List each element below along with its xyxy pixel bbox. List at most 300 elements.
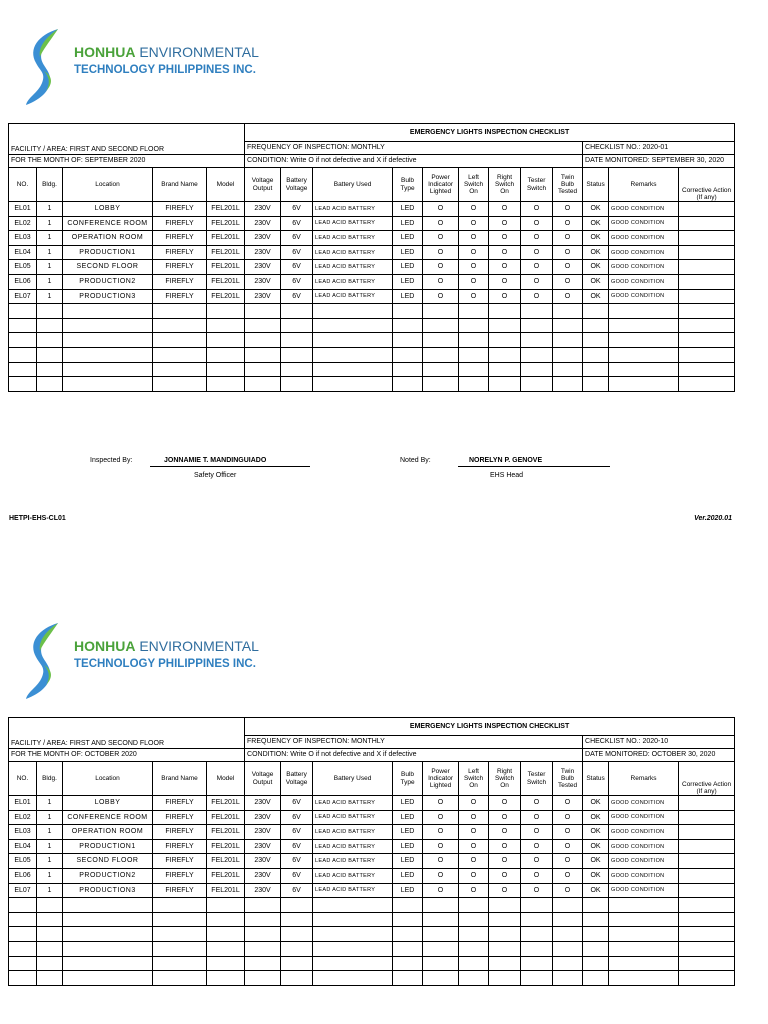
cell-bulb: LED [393, 216, 423, 231]
table-row [9, 245, 735, 260]
cell-status: OK [583, 883, 609, 898]
cell-twin [553, 333, 583, 348]
cell-battery-used [313, 941, 393, 956]
cell-location [63, 304, 153, 319]
cell-battery-voltage: 6V [281, 883, 313, 898]
cell-power [423, 333, 459, 348]
cell-battery-voltage [281, 898, 313, 913]
noted-name: NORELYN P. GENOVE [469, 457, 543, 464]
empty-row [9, 927, 735, 942]
cell-status: OK [583, 868, 609, 883]
cell-model [207, 956, 245, 971]
cell-tester: O [521, 796, 553, 811]
frequency: FREQUENCY OF INSPECTION: MONTHLY [245, 142, 583, 155]
cell-brand: FIREFLY [153, 245, 207, 260]
cell-model: FEL201L [207, 260, 245, 275]
cell-corrective [679, 260, 735, 275]
month: FOR THE MONTH OF: OCTOBER 2020 [9, 749, 245, 762]
cell-bldg [37, 318, 63, 333]
cell-remarks: GOOD CONDITION [609, 839, 679, 854]
cell-tester: O [521, 289, 553, 304]
cell-battery-voltage [281, 912, 313, 927]
cell-location: LOBBY [63, 202, 153, 217]
col-battery-used: Battery Used [313, 168, 393, 202]
cell-right [489, 927, 521, 942]
cell-status [583, 347, 609, 362]
cell-no [9, 347, 37, 362]
col-battery-voltage: Battery Voltage [281, 762, 313, 796]
col-right: Right Switch On [489, 762, 521, 796]
cell-model [207, 927, 245, 942]
table-row [9, 274, 735, 289]
col-tester: Tester Switch [521, 762, 553, 796]
cell-right [489, 971, 521, 986]
cell-bulb: LED [393, 883, 423, 898]
cell-voltage [245, 333, 281, 348]
cell-battery-used [313, 362, 393, 377]
cell-right: O [489, 289, 521, 304]
cell-power: O [423, 796, 459, 811]
empty-row [9, 318, 735, 333]
cell-left: O [459, 216, 489, 231]
cell-corrective [679, 333, 735, 348]
cell-status [583, 377, 609, 392]
cell-left [459, 971, 489, 986]
form-title: EMERGENCY LIGHTS INSPECTION CHECKLIST [245, 718, 735, 736]
cell-voltage [245, 971, 281, 986]
cell-bldg [37, 912, 63, 927]
cell-right [489, 912, 521, 927]
col-no: NO. [9, 762, 37, 796]
cell-power: O [423, 245, 459, 260]
cell-no [9, 318, 37, 333]
cell-bldg: 1 [37, 854, 63, 869]
cell-bldg [37, 898, 63, 913]
cell-tester [521, 912, 553, 927]
cell-model: FEL201L [207, 216, 245, 231]
cell-tester [521, 333, 553, 348]
cell-location: LOBBY [63, 796, 153, 811]
cell-bulb [393, 333, 423, 348]
date-monitored: DATE MONITORED: OCTOBER 30, 2020 [583, 749, 735, 762]
cell-model [207, 304, 245, 319]
cell-voltage [245, 912, 281, 927]
cell-model: FEL201L [207, 202, 245, 217]
cell-tester [521, 362, 553, 377]
cell-battery-used [313, 927, 393, 942]
cell-left: O [459, 202, 489, 217]
cell-battery-voltage: 6V [281, 202, 313, 217]
cell-battery-voltage: 6V [281, 854, 313, 869]
cell-battery-voltage: 6V [281, 260, 313, 275]
cell-remarks: GOOD CONDITION [609, 868, 679, 883]
cell-battery-voltage [281, 971, 313, 986]
cell-bulb [393, 927, 423, 942]
cell-power [423, 898, 459, 913]
cell-voltage [245, 347, 281, 362]
col-twin: Twin Bulb Tested [553, 168, 583, 202]
cell-location: SECOND FLOOR [63, 260, 153, 275]
cell-model [207, 347, 245, 362]
cell-corrective [679, 825, 735, 840]
cell-bldg [37, 333, 63, 348]
cell-tester: O [521, 231, 553, 246]
cell-twin [553, 318, 583, 333]
cell-left: O [459, 231, 489, 246]
cell-no: EL06 [9, 868, 37, 883]
cell-bulb: LED [393, 274, 423, 289]
cell-left: O [459, 796, 489, 811]
cell-brand [153, 362, 207, 377]
cell-brand: FIREFLY [153, 260, 207, 275]
company-logo [24, 27, 284, 107]
cell-brand [153, 941, 207, 956]
cell-voltage [245, 941, 281, 956]
cell-location: SECOND FLOOR [63, 854, 153, 869]
cell-left: O [459, 883, 489, 898]
cell-tester [521, 318, 553, 333]
cell-brand [153, 377, 207, 392]
cell-bulb [393, 971, 423, 986]
cell-right: O [489, 868, 521, 883]
cell-power: O [423, 289, 459, 304]
cell-twin [553, 347, 583, 362]
cell-right [489, 333, 521, 348]
cell-no: EL04 [9, 245, 37, 260]
cell-power [423, 912, 459, 927]
cell-corrective [679, 927, 735, 942]
facility-area: FACILITY / AREA: FIRST AND SECOND FLOOR [9, 124, 245, 155]
cell-battery-used [313, 377, 393, 392]
cell-twin: O [553, 202, 583, 217]
cell-remarks: GOOD CONDITION [609, 810, 679, 825]
cell-twin: O [553, 883, 583, 898]
cell-left [459, 912, 489, 927]
cell-remarks [609, 347, 679, 362]
cell-remarks [609, 304, 679, 319]
cell-bulb: LED [393, 289, 423, 304]
cell-status: OK [583, 796, 609, 811]
cell-right: O [489, 274, 521, 289]
cell-status: OK [583, 260, 609, 275]
empty-row [9, 941, 735, 956]
cell-no [9, 927, 37, 942]
cell-voltage: 230V [245, 260, 281, 275]
empty-row [9, 377, 735, 392]
cell-model [207, 898, 245, 913]
sheet-october [0, 594, 768, 1024]
cell-corrective [679, 362, 735, 377]
cell-corrective [679, 839, 735, 854]
cell-corrective [679, 304, 735, 319]
cell-right: O [489, 231, 521, 246]
cell-battery-used [313, 971, 393, 986]
header-row [9, 762, 735, 796]
company-name-line1: HONHUA ENVIRONMENTAL [74, 638, 259, 654]
cell-remarks [609, 912, 679, 927]
cell-battery-voltage [281, 347, 313, 362]
cell-right [489, 941, 521, 956]
cell-twin [553, 362, 583, 377]
inspected-role: Safety Officer [194, 472, 237, 479]
cell-location: PRODUCTION2 [63, 274, 153, 289]
cell-location [63, 898, 153, 913]
col-model: Model [207, 168, 245, 202]
cell-battery-used: LEAD ACID BATTERY [313, 231, 393, 246]
cell-bulb: LED [393, 825, 423, 840]
cell-bldg: 1 [37, 883, 63, 898]
cell-brand: FIREFLY [153, 854, 207, 869]
form-title: EMERGENCY LIGHTS INSPECTION CHECKLIST [245, 124, 735, 142]
table-row [9, 883, 735, 898]
cell-battery-voltage: 6V [281, 245, 313, 260]
cell-twin [553, 941, 583, 956]
cell-right: O [489, 883, 521, 898]
footer-version: Ver.2020.01 [694, 515, 732, 522]
cell-remarks [609, 956, 679, 971]
col-brand: Brand Name [153, 762, 207, 796]
cell-power [423, 362, 459, 377]
cell-right: O [489, 825, 521, 840]
cell-brand: FIREFLY [153, 796, 207, 811]
cell-battery-voltage [281, 318, 313, 333]
cell-no [9, 377, 37, 392]
cell-battery-used: LEAD ACID BATTERY [313, 825, 393, 840]
cell-remarks: GOOD CONDITION [609, 216, 679, 231]
cell-model: FEL201L [207, 883, 245, 898]
cell-status: OK [583, 202, 609, 217]
col-left: Left Switch On [459, 168, 489, 202]
cell-voltage: 230V [245, 216, 281, 231]
cell-location [63, 347, 153, 362]
inspected-signature-line [150, 466, 310, 467]
cell-voltage: 230V [245, 883, 281, 898]
cell-voltage [245, 318, 281, 333]
cell-twin: O [553, 274, 583, 289]
cell-power [423, 377, 459, 392]
cell-battery-used: LEAD ACID BATTERY [313, 810, 393, 825]
cell-location [63, 318, 153, 333]
col-battery-used: Battery Used [313, 762, 393, 796]
cell-status: OK [583, 274, 609, 289]
cell-tester: O [521, 216, 553, 231]
cell-battery-used: LEAD ACID BATTERY [313, 274, 393, 289]
cell-corrective [679, 245, 735, 260]
cell-battery-voltage: 6V [281, 796, 313, 811]
cell-battery-voltage: 6V [281, 289, 313, 304]
cell-no: EL03 [9, 231, 37, 246]
cell-battery-used: LEAD ACID BATTERY [313, 245, 393, 260]
cell-power: O [423, 825, 459, 840]
cell-remarks: GOOD CONDITION [609, 260, 679, 275]
cell-battery-voltage: 6V [281, 216, 313, 231]
cell-model [207, 318, 245, 333]
cell-bulb [393, 941, 423, 956]
cell-battery-used: LEAD ACID BATTERY [313, 202, 393, 217]
cell-battery-used [313, 347, 393, 362]
cell-no [9, 362, 37, 377]
cell-bulb: LED [393, 796, 423, 811]
cell-bldg: 1 [37, 796, 63, 811]
cell-status: OK [583, 216, 609, 231]
empty-row [9, 971, 735, 986]
cell-status [583, 304, 609, 319]
leaf-logo-icon [24, 621, 64, 701]
empty-row [9, 347, 735, 362]
cell-right: O [489, 202, 521, 217]
cell-twin: O [553, 231, 583, 246]
cell-remarks: GOOD CONDITION [609, 883, 679, 898]
cell-battery-used: LEAD ACID BATTERY [313, 260, 393, 275]
cell-status: OK [583, 289, 609, 304]
cell-no: EL07 [9, 289, 37, 304]
cell-corrective [679, 289, 735, 304]
cell-voltage: 230V [245, 231, 281, 246]
cell-voltage: 230V [245, 796, 281, 811]
table-row [9, 289, 735, 304]
cell-brand [153, 304, 207, 319]
cell-bulb [393, 318, 423, 333]
cell-battery-used: LEAD ACID BATTERY [313, 854, 393, 869]
empty-row [9, 362, 735, 377]
cell-bldg: 1 [37, 289, 63, 304]
cell-status [583, 333, 609, 348]
cell-brand [153, 318, 207, 333]
cell-bldg: 1 [37, 825, 63, 840]
company-name-line1: HONHUA ENVIRONMENTAL [74, 44, 259, 60]
cell-model [207, 377, 245, 392]
cell-remarks [609, 362, 679, 377]
cell-twin [553, 898, 583, 913]
cell-battery-used [313, 318, 393, 333]
month: FOR THE MONTH OF: SEPTEMBER 2020 [9, 155, 245, 168]
cell-brand [153, 912, 207, 927]
cell-tester: O [521, 854, 553, 869]
cell-power: O [423, 883, 459, 898]
cell-right: O [489, 245, 521, 260]
cell-bldg: 1 [37, 245, 63, 260]
cell-battery-used: LEAD ACID BATTERY [313, 216, 393, 231]
cell-voltage: 230V [245, 289, 281, 304]
cell-no: EL06 [9, 274, 37, 289]
cell-power: O [423, 810, 459, 825]
cell-voltage [245, 898, 281, 913]
cell-bulb: LED [393, 260, 423, 275]
cell-no: EL02 [9, 810, 37, 825]
cell-brand [153, 927, 207, 942]
cell-model: FEL201L [207, 796, 245, 811]
cell-model: FEL201L [207, 245, 245, 260]
cell-right: O [489, 810, 521, 825]
frequency: FREQUENCY OF INSPECTION: MONTHLY [245, 736, 583, 749]
cell-voltage [245, 304, 281, 319]
cell-corrective [679, 347, 735, 362]
cell-battery-voltage [281, 377, 313, 392]
cell-remarks [609, 941, 679, 956]
cell-left: O [459, 854, 489, 869]
col-model: Model [207, 762, 245, 796]
cell-corrective [679, 898, 735, 913]
noted-label: Noted By: [400, 457, 431, 464]
cell-bldg: 1 [37, 216, 63, 231]
table-row [9, 796, 735, 811]
cell-twin: O [553, 868, 583, 883]
table-row [9, 231, 735, 246]
cell-location [63, 971, 153, 986]
cell-tester [521, 377, 553, 392]
cell-right [489, 318, 521, 333]
cell-brand: FIREFLY [153, 274, 207, 289]
cell-no: EL03 [9, 825, 37, 840]
cell-right: O [489, 216, 521, 231]
cell-power: O [423, 839, 459, 854]
cell-remarks [609, 927, 679, 942]
cell-brand [153, 971, 207, 986]
cell-brand: FIREFLY [153, 883, 207, 898]
cell-status: OK [583, 245, 609, 260]
cell-battery-voltage: 6V [281, 868, 313, 883]
cell-twin: O [553, 245, 583, 260]
cell-voltage: 230V [245, 274, 281, 289]
cell-tester: O [521, 274, 553, 289]
cell-left: O [459, 810, 489, 825]
cell-battery-voltage [281, 333, 313, 348]
cell-location [63, 362, 153, 377]
col-tester: Tester Switch [521, 168, 553, 202]
cell-voltage: 230V [245, 245, 281, 260]
cell-battery-used: LEAD ACID BATTERY [313, 839, 393, 854]
cell-battery-used: LEAD ACID BATTERY [313, 289, 393, 304]
cell-brand [153, 956, 207, 971]
cell-model: FEL201L [207, 854, 245, 869]
col-bulb: Bulb Type [393, 762, 423, 796]
cell-bulb: LED [393, 868, 423, 883]
cell-location [63, 912, 153, 927]
cell-twin: O [553, 796, 583, 811]
cell-no: EL01 [9, 202, 37, 217]
cell-brand: FIREFLY [153, 289, 207, 304]
cell-corrective [679, 318, 735, 333]
cell-voltage [245, 956, 281, 971]
cell-bldg [37, 941, 63, 956]
empty-row [9, 912, 735, 927]
cell-bulb [393, 898, 423, 913]
cell-brand: FIREFLY [153, 231, 207, 246]
condition: CONDITION: Write O if not defective and X if defective [245, 749, 583, 762]
table-row [9, 839, 735, 854]
cell-battery-used [313, 956, 393, 971]
cell-tester: O [521, 245, 553, 260]
col-corrective: Corrective Action (If any) [679, 762, 735, 796]
cell-left: O [459, 245, 489, 260]
cell-corrective [679, 377, 735, 392]
cell-power [423, 318, 459, 333]
company-name-line2: TECHNOLOGY PHILIPPINES INC. [74, 658, 256, 670]
noted-signature-line [458, 466, 610, 467]
cell-right: O [489, 839, 521, 854]
cell-remarks: GOOD CONDITION [609, 231, 679, 246]
cell-brand [153, 898, 207, 913]
cell-remarks [609, 377, 679, 392]
cell-left [459, 362, 489, 377]
cell-status [583, 941, 609, 956]
cell-bulb [393, 362, 423, 377]
col-no: NO. [9, 168, 37, 202]
cell-voltage: 230V [245, 825, 281, 840]
cell-location: PRODUCTION3 [63, 883, 153, 898]
cell-left: O [459, 868, 489, 883]
cell-left: O [459, 289, 489, 304]
